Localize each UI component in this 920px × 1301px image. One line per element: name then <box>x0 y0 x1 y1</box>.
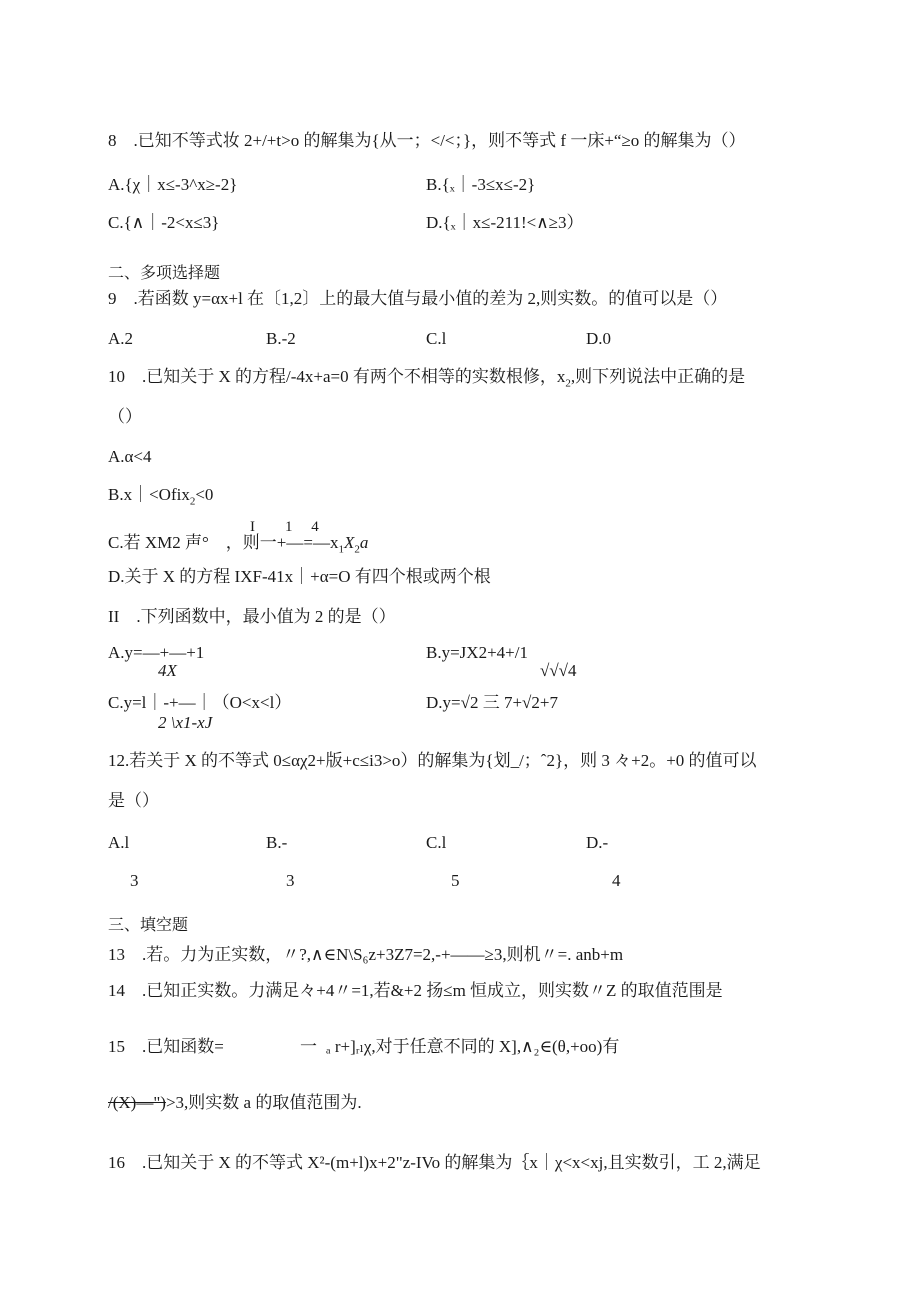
question-12-stem: 12.若关于 X 的不等式 0≤αχ2+版+c≤i3>o）的解集为{划_/；ˆ2}，则 3 々+2。+0 的值可以 <box>108 751 757 770</box>
question-8-option-a: A.{χ｜x≤-3^x≥-2} <box>108 175 238 194</box>
question-12-option-a-denominator: 3 <box>130 871 139 890</box>
question-15-condition: /(X)—")>3,则实数 a 的取值范围为. <box>108 1093 362 1112</box>
question-11-stem: II .下列函数中，最小值为 2 的是（） <box>108 607 396 626</box>
question-9-option-c: C.l <box>426 329 447 348</box>
question-11-option-a-denominator: 4X <box>158 661 177 680</box>
question-12-stem-continued: 是（） <box>108 791 159 810</box>
question-13-stem: 13 .若。力为正实数，〃?,∧∈N\S₆z+3Z7=2,-+——≥3,则机〃=. anb+m <box>108 945 624 964</box>
question-12-option-a: A.l <box>108 833 130 852</box>
question-11-option-b: B.y=JX2+4+/1 <box>426 643 528 662</box>
section-heading-multiple-choice: 二、多项选择题 <box>108 263 221 282</box>
question-9-stem: 9 .若函数 y=αx+l 在〔1,2〕上的最大值与最小值的差为 2,则实数。的值可以是（） <box>108 289 728 308</box>
question-12-option-b-denominator: 3 <box>286 871 295 890</box>
question-15-stem-start: 15 .已知函数= <box>108 1037 224 1056</box>
question-12-option-d: D.- <box>586 833 609 852</box>
question-15-stem-rest: ₐ r+]ᵣₗχ,对于任意不同的 X],∧₂∈(θ,+oo)有 <box>326 1037 620 1056</box>
question-12-option-d-denominator: 4 <box>612 871 621 890</box>
question-10-stem: 10 .已知关于 X 的方程/-4x+a=0 有两个不相等的实数根修，$x_2$,则下列说法中正确的是 <box>108 367 746 390</box>
question-15-stem-dash: 一 <box>300 1037 317 1056</box>
question-12-option-c: C.l <box>426 833 447 852</box>
question-11-option-d: D.y=√2 三 7+√2+7 <box>426 693 558 712</box>
question-9-option-d: D.0 <box>586 329 612 348</box>
question-8-stem: 8 .已知不等式妆 2+/+t>o 的解集为{从一；</<；}，则不等式 f 一床+“≥o 的解集为（） <box>108 131 746 150</box>
question-8-option-c: C.{∧｜-2<x≤3} <box>108 213 220 232</box>
question-8-option-b: B.{ₓ｜-3≤x≤-2} <box>426 175 536 194</box>
question-10-option-b: B.x｜<Ofix$_2$<0 <box>108 485 214 508</box>
question-9-option-b: B.-2 <box>266 329 296 348</box>
question-12-option-b: B.- <box>266 833 288 852</box>
question-10-option-c-numerators: I 1 4 <box>250 519 319 535</box>
question-11-option-a: A.y=—+—+1 <box>108 643 205 662</box>
question-11-option-c: C.y=l｜-+—｜（O<x<l） <box>108 693 292 712</box>
question-10-stem-parens: （） <box>108 407 142 426</box>
question-8-option-d: D.{ₓ｜x≤-211!<∧≥3） <box>426 213 584 232</box>
question-10-option-d: D.关于 X 的方程 IXF-41x｜+α=O 有四个根或两个根 <box>108 567 491 586</box>
question-14-stem: 14 .已知正实数。力满足々+4〃=1,若&+2 扬≤m 恒成立，则实数〃Z 的取值范围是 <box>108 981 723 1000</box>
section-heading-fill-in: 三、填空题 <box>108 915 189 934</box>
question-11-option-c-denominator: 2 \x1-xJ <box>158 713 213 732</box>
question-10-option-a: A.α<4 <box>108 447 152 466</box>
question-9-option-a: A.2 <box>108 329 134 348</box>
question-16-stem: 16 .已知关于 X 的不等式 X²-(m+l)x+2"z-IVo 的解集为｛x｜χ<x<xj,且实数引，工 2,满足 <box>108 1153 761 1172</box>
question-12-option-c-denominator: 5 <box>451 871 460 890</box>
question-11-option-b-roots: √√√4 <box>540 661 577 680</box>
question-10-option-c: C.若 XM2 声° ，则一$+—=—x_1X_2a$ <box>108 533 369 556</box>
